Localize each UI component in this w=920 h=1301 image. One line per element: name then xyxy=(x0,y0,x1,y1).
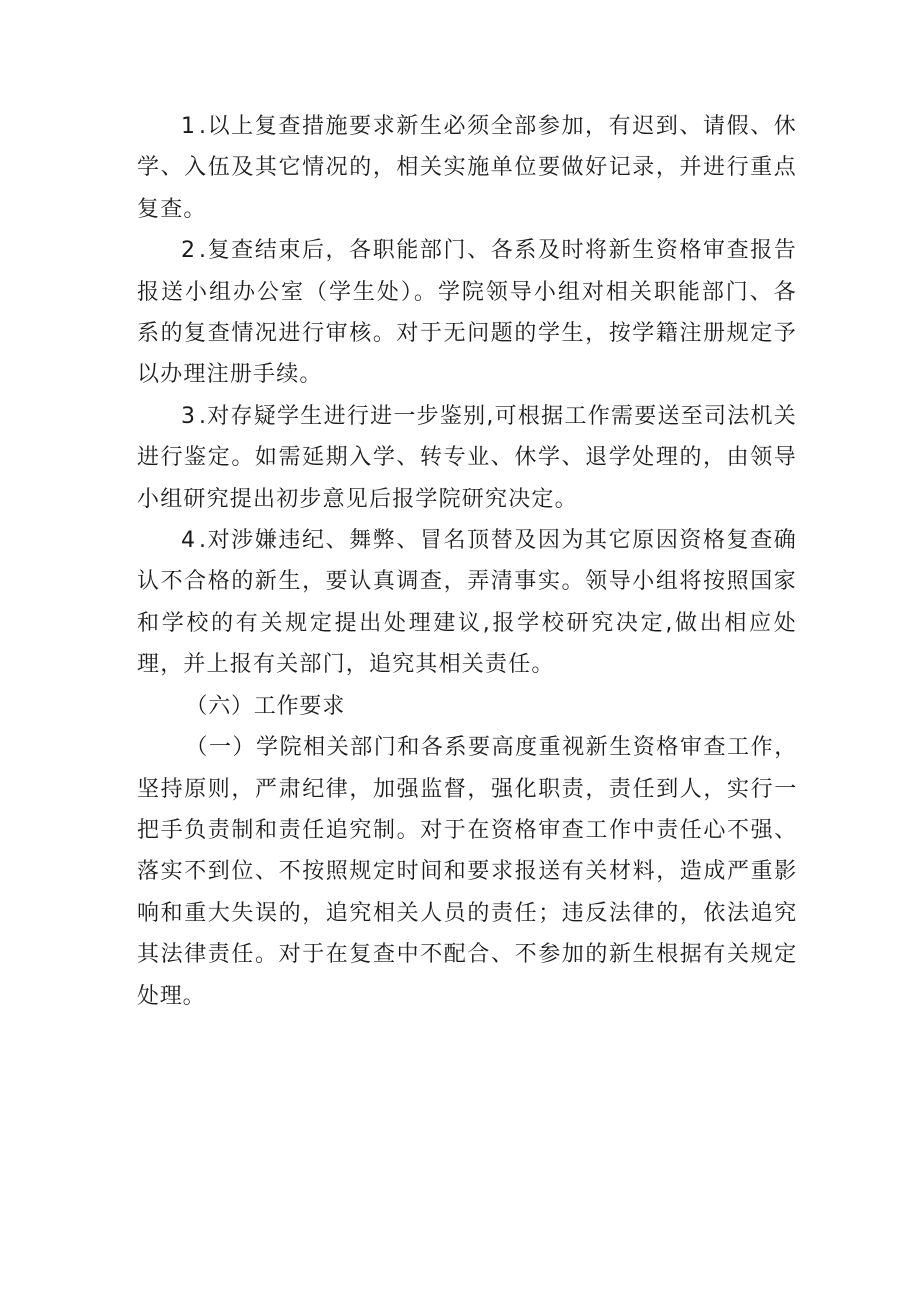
paragraph-text: .对存疑学生进行进一步鉴别,可根据工作需要送至司法机关进行鉴定。如需延期入学、转专业、休学、退学处理的，由领导小组研究提出初步意见后报学院研究决定。 xyxy=(137,403,797,512)
requirement-paragraph: （一）学院相关部门和各系要高度重视新生资格审查工作，坚持原则，严肃纪律，加强监督，强化职责，责任到人，实行一把手负责制和责任追究制。对于在资格审查工作中责任心不强、落实不到位、不按照规定时间和要求报送有关材料，造成严重影响和重大失误的，追究相关人员的责任；违反法律的，依法追究其法律责任。对于在复查中不配合、不参加的新生根据有关规定处理。 xyxy=(137,735,797,1009)
paragraph-item-4 xyxy=(137,520,797,686)
paragraph-item-1 xyxy=(137,106,797,230)
paragraph-text: .以上复查措施要求新生必须全部参加，有迟到、请假、休学、入伍及其它情况的，相关实施单位要做好记录，并进行重点复查。 xyxy=(137,114,797,222)
paragraph-item-3 xyxy=(137,396,797,520)
paragraph-text: .对涉嫌违纪、舞弊、冒名顶替及因为其它原因资格复查确认不合格的新生，要认真调查，弄清事实。领导小组将按照国家和学校的有关规定提出处理建议,报学校研究决定,做出相应处理，并上报有关部门，追究其相关责任。 xyxy=(137,528,797,678)
section-heading: （六）工作要求 xyxy=(185,693,345,719)
document-body xyxy=(137,106,797,1017)
paragraph-text: .复查结束后，各职能部门、各系及时将新生资格审查报告报送小组办公室（学生处）。学院领导小组对相关职能部门、各系的复查情况进行审核。对于无问题的学生，按学籍注册规定予以办理注册手续。 xyxy=(137,238,797,388)
item-number: 2 xyxy=(181,238,199,264)
paragraph-item-2 xyxy=(137,230,797,396)
item-number: 1 xyxy=(181,114,199,139)
item-number: 4 xyxy=(181,528,199,554)
item-number: 3 xyxy=(181,403,199,429)
